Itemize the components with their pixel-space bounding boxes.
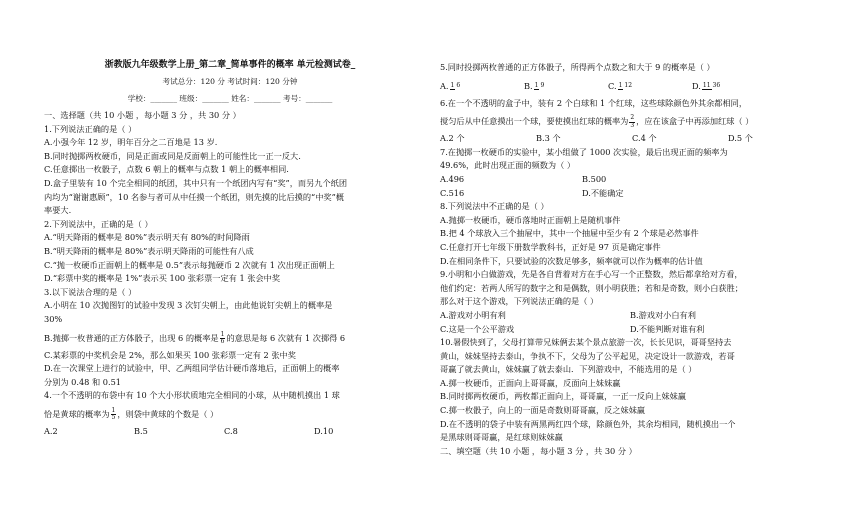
section-heading: 一、选择题（共 10 小题 ，每小题 3 分 ，共 30 分 ） [44,110,241,120]
numerator: 1 [111,406,116,414]
denominator: 3 [630,121,635,129]
question-stem-cont: 49.6%，此时出现正面的频数为（ ） [440,160,576,171]
denominator: 9 [540,81,545,89]
option-d: D.不能确定 [582,187,624,198]
numerator: 11 [702,81,711,89]
option-d-cont: 分别为 0.48 和 0.51 [44,376,122,387]
question-stem-cont: 黄山，妹妹坚持去泰山，争执不下，父母为了公平起见，决定设计一款游戏，若哥 [440,350,735,361]
option-d: D.在一次课堂上进行的试验中，甲、乙两组同学估计硬币落地后，正面朝上的概率 [44,363,340,374]
question-stem: 1.下列说法正确的是（ ） [44,123,137,134]
question-5 [440,61,820,97]
option-a: A.小明在 10 次抛图钉的试验中发现 3 次钉尖朝上，由此他说钉尖朝上的概率是 [44,300,333,311]
question-stem: 4.一个不透明的布袋中有 10 个大小形状质地完全相同的小球，从中随机摸出 1 球 [44,390,340,401]
option-c [608,75,692,97]
question-stem-cont: 哥赢了就去黄山，妹妹赢了就去泰山．下列游戏中，不能选用的是（ ） [440,364,697,375]
option-b: B.游戏对小白有利 [630,309,696,320]
option-c: C.任意掷出一枚骰子，点数 6 朝上的概率与点数 1 朝上的概率相同. [44,164,289,175]
exam-info: 考试总分：120 分 考试时间：120 分钟 [162,77,298,86]
question-stem: 2.下列说法中，正确的是（ ） [44,218,153,229]
student-info: 学校：_______ 班级：_______ 姓名：_______ 考号：_______ [127,94,333,103]
option-c: C.516 [440,187,465,198]
question-stem: 6.在一个不透明的盒子中，装有 2 个白球和 1 个红球，这些球除颜色外其余都相同， [440,97,748,108]
option-a [440,75,524,97]
numerator: 1 [618,81,623,89]
options-row [440,187,820,201]
fraction [450,83,462,91]
option-b: B.同时抛掷两枚硬币，同是正面或同是反面朝上的可能性比一正一反大. [44,150,301,161]
option-c: C.8 [224,425,238,436]
option-b: B.“明天降雨的概率是 80%”表示明天降雨的可能性有八成 [44,245,254,256]
question-stem: 5.同时投掷两枚普通的正方体骰子，所得两个点数之和大于 9 的概率是（ ） [440,62,715,72]
fraction [534,83,546,91]
option-d-cont: 是黑球则哥哥赢，是红球则妹妹赢 [440,432,563,443]
option-label: C. [608,80,617,91]
fraction [111,408,117,422]
stem-text-end: ，则袋中黄球的个数是（ ） [117,408,219,419]
options-row [44,425,416,439]
question-stem: 10.暑假快到了，父母打算带兄妹俩去某个景点旅游一次，长长见识，哥哥坚持去 [440,337,732,348]
option-c: C.4 个 [632,133,657,144]
options-row [440,173,820,187]
question-1 [44,123,416,218]
options-row [440,309,820,323]
fraction [702,83,721,91]
question-stem: 3.以下说法合理的是（ ） [44,286,137,297]
option-b: B.3 个 [536,133,561,144]
question-stem: 8.下列说法中不正确的是（ ） [440,201,549,212]
option-label: B. [524,80,533,91]
fraction [629,115,635,129]
option-label: D. [692,80,701,91]
numerator: 1 [220,330,225,338]
option-c: C.任意打开七年级下册数学教科书，正好是 97 页是确定事件 [440,241,661,252]
question-stem-cont: 那么对于这个游戏，下列说法正确的是（ ） [440,296,599,307]
denominator: 6 [456,81,461,89]
numerator: 1 [450,81,455,89]
option-b-text: B.抛掷一枚普通的正方体骰子，出现 6 的概率是 [44,332,219,343]
question-stem-cont [44,403,416,425]
option-b: B.5 [134,425,148,436]
option-d: D.盒子里装有 10 个完全相同的纸团，其中只有一个纸团内写有“奖”，而另九个纸团 [44,177,348,188]
question-stem: 7.在抛掷一枚硬币的实验中，某小组做了 1000 次实验，最后出现正面的频率为 [440,146,728,157]
option-a: A.抛掷一枚硬币，硬币落地时正面朝上是随机事件 [440,214,621,225]
option-b: B.500 [582,173,607,184]
right-column [440,0,820,458]
question-6 [440,97,820,146]
options-row [440,75,820,97]
option-a: A.“明天降雨的概率是 80%”表示明天有 80%的时间降雨 [44,232,250,243]
question-3 [44,286,416,390]
numerator: 1 [534,81,539,89]
fraction [618,83,633,91]
option-b-text-end: 的意思是每 6 次就有 1 次掷得 6 [226,332,346,343]
option-d: D.不能判断对谁有利 [630,323,705,334]
option-d: D.10 [314,425,334,436]
option-d: D.在相同条件下，只要试验的次数足够多，频率就可以作为概率的估计值 [440,255,703,266]
denominator: 12 [624,81,633,89]
option-a: A.小强今年 12 岁，明年百分之二百地是 13 岁. [44,137,218,148]
option-b [524,75,608,97]
option-a: A.2 个 [440,133,465,144]
option-b: B.把 4 个球放入三个抽屉中，其中一个抽屉中至少有 2 个球是必然事件 [440,228,699,239]
option-d: D.在不透明的袋子中装有两黑两红四个球，除颜色外，其余均相同，随机摸出一个 [440,418,736,429]
option-label: A. [440,80,449,91]
question-stem-cont [440,110,820,132]
fraction [220,332,226,346]
option-c: C.“抛一枚硬币正面朝上的概率是 0.5”表示每抛硬币 2 次就有 1 次出现正面朝上 [44,259,335,270]
option-d-cont: 内均为“谢谢惠顾”，10 名参与者可从中任摸一个纸团，则先摸的比后摸的“中奖”概 [44,191,344,202]
question-stem: 9.小明和小白做游戏，先是各自背着对方在手心写一个正整数，然后都拿给对方看， [440,269,743,280]
option-c: C.某彩票的中奖机会是 2%，那么如果买 100 张彩票一定有 2 张中奖 [44,349,296,360]
option-c: C.这是一个公平游戏 [440,323,515,334]
question-7 [440,146,820,200]
option-b: B.同时掷两枚硬币，两枚都正面向上，哥哥赢，一正一反向上妹妹赢 [440,391,687,402]
option-a: A.游戏对小明有利 [440,309,506,320]
option-d-cont: 率要大. [44,205,72,216]
option-a: A.掷一枚硬币，正面向上哥哥赢，反面向上妹妹赢 [440,377,621,388]
option-a: A.496 [440,173,465,184]
question-4 [44,389,416,438]
question-9 [440,268,820,336]
options-row [440,323,820,337]
section-heading: 二、填空题（共 10 小题 ，每小题 3 分 ，共 30 分 ） [440,445,637,456]
question-2 [44,218,416,286]
option-c: C.掷一枚骰子，向上的一面是奇数则哥哥赢，反之妹妹赢 [440,405,646,416]
question-10 [440,336,820,445]
option-a-cont: 30% [44,313,63,324]
left-column [44,0,416,438]
option-d: D.“彩票中奖的概率是 1%”表示买 100 张彩票一定有 1 张会中奖 [44,273,281,284]
options-row [440,132,820,146]
question-stem-cont: 他们约定：若两人所写的数字之和是偶数，则小明获胜；若和是奇数，则小白获胜； [440,282,743,293]
option-d [692,75,776,97]
stem-text-end: ，应在该盒子中再添加红球（ ） [636,116,754,127]
numerator: 2 [630,114,635,122]
denominator: 6 [220,338,225,345]
denominator: 5 [111,414,116,422]
page-title: 浙教版九年级数学上册_第二章_简单事件的概率 单元检测试卷_ [104,60,356,70]
denominator: 36 [712,81,721,89]
top-spacer [440,0,820,61]
option-a: A.2 [44,425,58,436]
option-b [44,327,416,349]
option-d: D.5 个 [728,133,753,144]
stem-text: 恰是黄球的概率为 [44,408,110,419]
stem-text: 搅匀后从中任意摸出一个球，要使摸出红球的概率为 [440,116,629,127]
question-8 [440,200,820,268]
